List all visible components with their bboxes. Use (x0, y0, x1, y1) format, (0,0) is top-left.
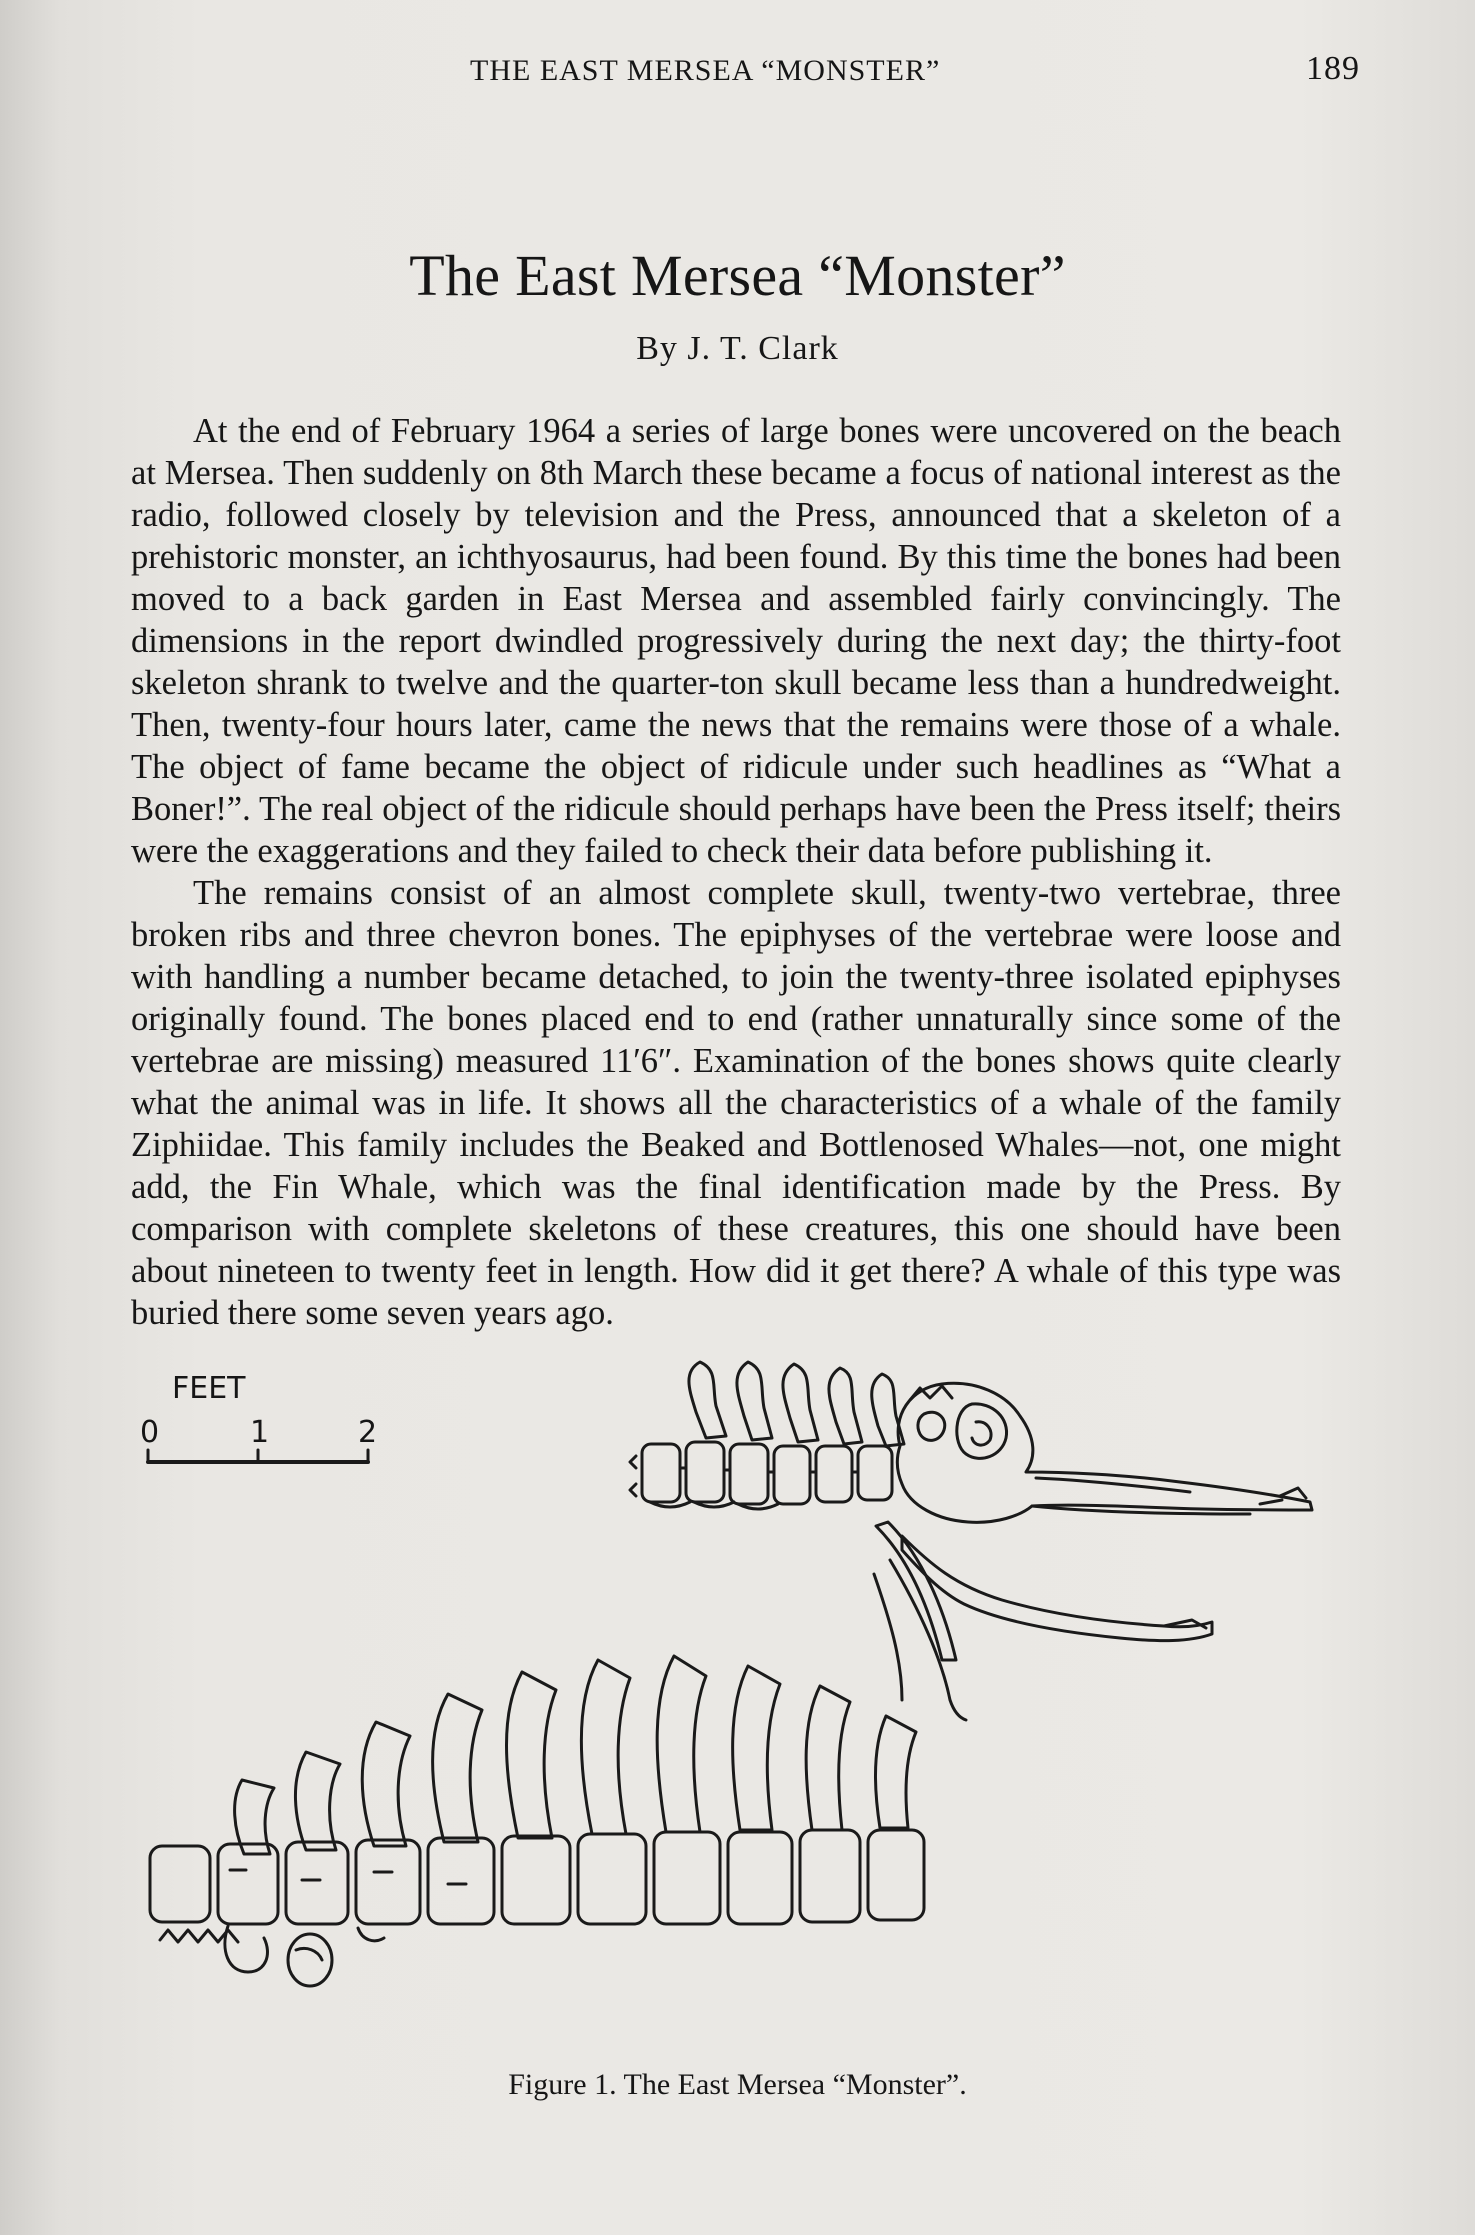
article-title: The East Mersea “Monster” (409, 243, 1066, 308)
article-byline: By J. T. Clark (636, 330, 839, 367)
paragraph-1: At the end of February 1964 a series of large bones were uncovered on the beach at Mersea. Then suddenly on 8th March these became a focus of national interest as the radio, followed closely by television and the Press, announced that a skeleton of a prehistoric monster, an ichthyosaurus, had been found. By this time the bones had been moved to a back garden in East Mersea and assembled fairly convincingly. The dimensions in the report dwindled progressively during the next day; the thirty-foot skeleton shrank to twelve and the quarter-ton skull became less than a hundredweight. Then, twenty-four hours later, came the news that the remains were those of a whale. The object of fame became the object of ridicule under such headlines as “What a Boner!”. The real object of the ridicule should perhaps have been the Press itself; theirs were the exaggerations and they failed to check their data before publishing it. (131, 412, 1341, 870)
figure-caption: Figure 1. The East Mersea “Monster”. (508, 2068, 967, 2101)
scale-tick-1: 1 (250, 1415, 270, 1450)
scale-title: FEET (172, 1371, 246, 1406)
scale-bar (148, 1450, 368, 1462)
skeleton-drawing (130, 1360, 1360, 2050)
running-title: THE EAST MERSEA “MONSTER” (470, 54, 941, 87)
lower-vertebrae (150, 1656, 924, 1942)
article-body (131, 410, 1341, 1334)
chevron-bones (225, 1926, 384, 1986)
scale-tick-2: 2 (358, 1415, 378, 1450)
scale-tick-0: 0 (140, 1415, 160, 1450)
upper-vertebrae (630, 1362, 904, 1509)
figure-1 (130, 1360, 1360, 2050)
page-number: 189 (1306, 50, 1360, 87)
ribs-and-jaw (874, 1522, 1212, 1720)
paragraph-2: The remains consist of an almost complete skull, twenty-two vertebrae, three broken ribs and three chevron bones. The epiphyses of the vertebrae were loose and with handling a number became detached, to join the twenty-three isolated epiphyses originally found. The bones placed end to end (rather unnaturally since some of the vertebrae are missing) measured 11′6″. Examination of the bones shows quite clearly what the animal was in life. It shows all the characteristics of a whale of the family Ziphiidae. This family includes the Beaked and Bottlenosed Whales—not, one might add, the Fin Whale, which was the final identification made by the Press. By comparison with complete skeletons of these creatures, this one should have been about nineteen to twenty feet in length. How did it get there? A whale of this type was buried there some seven years ago. (131, 874, 1341, 1332)
running-head (130, 46, 1360, 92)
skull (897, 1383, 1312, 1522)
